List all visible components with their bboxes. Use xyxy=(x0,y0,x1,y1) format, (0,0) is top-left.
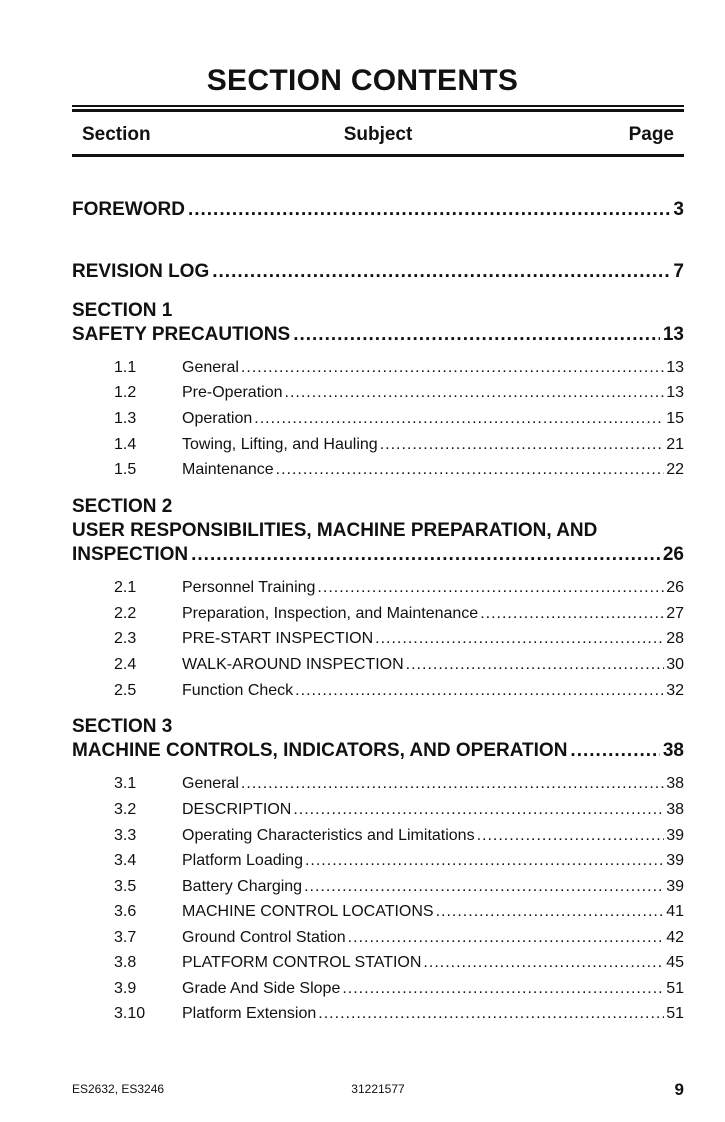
subentry-label: General xyxy=(182,359,239,376)
subentry-page: 41 xyxy=(666,903,684,920)
section-2-heading: SECTION 2 xyxy=(72,496,173,517)
toc-subentry[interactable] xyxy=(72,461,684,479)
subentry-number: 3.6 xyxy=(114,903,137,920)
toc-subentry[interactable] xyxy=(72,878,684,896)
toc-subentry[interactable] xyxy=(72,605,684,623)
subentry-page: 30 xyxy=(666,656,684,673)
footer-model: ES2632, ES3246 xyxy=(72,1082,165,1096)
dot-leader xyxy=(480,605,664,623)
toc-subentry[interactable] xyxy=(72,827,684,845)
subentry-label: Preparation, Inspection, and Maintenance xyxy=(182,605,479,622)
dot-leader xyxy=(285,384,665,402)
section-title-line: USER RESPONSIBILITIES, MACHINE PREPARATION, AND xyxy=(72,520,598,541)
subentry-number: 3.8 xyxy=(114,954,137,971)
subentry-page: 32 xyxy=(666,682,684,699)
subentry-page: 39 xyxy=(666,852,684,869)
dot-leader xyxy=(423,954,664,972)
toc-subentry[interactable] xyxy=(72,852,684,870)
section-page: 13 xyxy=(662,324,684,345)
subentry-label: Maintenance xyxy=(182,461,274,478)
section-page: 26 xyxy=(662,544,684,565)
toc-subentry[interactable] xyxy=(72,903,684,921)
dot-leader xyxy=(293,324,660,346)
subentry-number: 1.4 xyxy=(114,436,137,453)
dot-leader xyxy=(380,436,665,454)
subentry-page: 39 xyxy=(666,878,684,895)
subentry-number: 2.4 xyxy=(114,656,137,673)
dot-leader xyxy=(254,410,664,428)
subentry-page: 38 xyxy=(666,775,684,792)
subentry-number: 3.7 xyxy=(114,929,137,946)
header-page: Page xyxy=(628,124,674,145)
title-rule xyxy=(72,105,684,107)
toc-entry-page: 7 xyxy=(673,261,684,282)
toc-entry-label: REVISION LOG xyxy=(72,261,210,282)
subentry-label: Personnel Training xyxy=(182,579,316,596)
subentry-label: PLATFORM CONTROL STATION xyxy=(182,954,422,971)
toc-entry-label: FOREWORD xyxy=(72,199,185,220)
subentry-label: PRE-START INSPECTION xyxy=(182,630,374,647)
toc-subentry[interactable] xyxy=(72,384,684,402)
footer-page-number: 9 xyxy=(674,1080,684,1099)
dot-leader xyxy=(342,980,664,998)
subentry-page: 21 xyxy=(666,436,684,453)
subentry-page: 42 xyxy=(666,929,684,946)
subentry-number: 3.10 xyxy=(114,1005,146,1022)
subentry-page: 45 xyxy=(666,954,684,971)
dot-leader xyxy=(436,903,665,921)
toc-subentry[interactable] xyxy=(72,954,684,972)
toc-subentry[interactable] xyxy=(72,359,684,377)
toc-subentry[interactable] xyxy=(72,775,684,793)
subentry-number: 3.2 xyxy=(114,801,137,818)
section-page: 38 xyxy=(662,740,684,761)
subentry-page: 51 xyxy=(666,980,684,997)
toc-entry-page: 3 xyxy=(673,199,684,220)
footer-document-number: 31221577 xyxy=(351,1082,405,1096)
page-title: SECTION CONTENTS xyxy=(206,64,519,97)
header-rule xyxy=(72,154,684,157)
toc-subentry[interactable] xyxy=(72,801,684,819)
toc-entry-section-1[interactable] xyxy=(72,324,684,346)
subentry-label: DESCRIPTION xyxy=(182,801,292,818)
toc-entry-revision-log[interactable] xyxy=(72,261,684,283)
subentry-number: 1.1 xyxy=(114,359,137,376)
subentry-number: 3.4 xyxy=(114,852,137,869)
subentry-page: 15 xyxy=(666,410,684,427)
dot-leader xyxy=(318,1005,664,1023)
toc-entry-foreword[interactable] xyxy=(72,199,684,221)
subentry-number: 1.5 xyxy=(114,461,137,478)
dot-leader xyxy=(305,852,664,870)
toc-subentry[interactable] xyxy=(72,980,684,998)
subentry-number: 2.5 xyxy=(114,682,137,699)
header-section: Section xyxy=(82,124,151,145)
column-header xyxy=(72,124,684,150)
section-title: SAFETY PRECAUTIONS xyxy=(72,324,291,345)
subentry-page: 27 xyxy=(666,605,684,622)
toc-subentry[interactable] xyxy=(72,929,684,947)
subentry-number: 1.2 xyxy=(114,384,137,401)
section-1-heading: SECTION 1 xyxy=(72,300,173,321)
toc-entry-section-2[interactable] xyxy=(72,544,684,566)
toc-subentry[interactable] xyxy=(72,656,684,674)
subentry-page: 28 xyxy=(666,630,684,647)
dot-leader xyxy=(212,261,670,283)
title-rule-thick xyxy=(72,109,684,112)
toc-subentry[interactable] xyxy=(72,410,684,428)
subentry-number: 3.9 xyxy=(114,980,137,997)
subentry-label: Platform Extension xyxy=(182,1005,317,1022)
dot-leader xyxy=(295,682,664,700)
subentry-label: Platform Loading xyxy=(182,852,303,869)
subentry-page: 39 xyxy=(666,827,684,844)
subentry-label: Battery Charging xyxy=(182,878,303,895)
subentry-label: WALK-AROUND INSPECTION xyxy=(182,656,404,673)
subentry-label: General xyxy=(182,775,239,792)
dot-leader xyxy=(317,579,664,597)
section-title: MACHINE CONTROLS, INDICATORS, AND OPERATION xyxy=(72,740,568,761)
subentry-number: 3.5 xyxy=(114,878,137,895)
subentry-label: MACHINE CONTROL LOCATIONS xyxy=(182,903,434,920)
dot-leader xyxy=(304,878,664,896)
subentry-label: Grade And Side Slope xyxy=(182,980,341,997)
toc-subentry[interactable] xyxy=(72,682,684,700)
subentry-number: 2.1 xyxy=(114,579,137,596)
subentry-label: Function Check xyxy=(182,682,294,699)
dot-leader xyxy=(375,630,664,648)
subentry-number: 2.3 xyxy=(114,630,137,647)
subentry-page: 13 xyxy=(666,384,684,401)
dot-leader xyxy=(406,656,665,674)
dot-leader xyxy=(188,199,670,221)
subentry-page: 13 xyxy=(666,359,684,376)
subentry-number: 3.3 xyxy=(114,827,137,844)
subentry-number: 3.1 xyxy=(114,775,137,792)
toc-subentry[interactable] xyxy=(72,436,684,454)
dot-leader xyxy=(276,461,665,479)
dot-leader xyxy=(570,740,659,762)
dot-leader xyxy=(477,827,665,845)
toc-subentry[interactable] xyxy=(72,1005,684,1023)
dot-leader xyxy=(348,929,665,947)
dot-leader xyxy=(191,544,660,566)
subentry-label: Ground Control Station xyxy=(182,929,346,946)
subentry-number: 2.2 xyxy=(114,605,137,622)
page-footer xyxy=(72,1082,684,1102)
header-subject: Subject xyxy=(343,124,413,145)
subentry-page: 51 xyxy=(666,1005,684,1022)
dot-leader xyxy=(241,775,664,793)
section-3-heading: SECTION 3 xyxy=(72,716,173,737)
subentry-page: 22 xyxy=(666,461,684,478)
toc-entry-section-3[interactable] xyxy=(72,740,684,762)
section-title: INSPECTION xyxy=(72,544,189,565)
subentry-label: Towing, Lifting, and Hauling xyxy=(182,436,378,453)
toc-subentry[interactable] xyxy=(72,630,684,648)
dot-leader xyxy=(293,801,664,819)
subentry-label: Operating Characteristics and Limitations xyxy=(182,827,475,844)
subentry-page: 38 xyxy=(666,801,684,818)
dot-leader xyxy=(241,359,664,377)
subentry-number: 1.3 xyxy=(114,410,137,427)
subentry-page: 26 xyxy=(666,579,684,596)
subentry-label: Pre-Operation xyxy=(182,384,283,401)
subentry-label: Operation xyxy=(182,410,253,427)
toc-subentry[interactable] xyxy=(72,579,684,597)
